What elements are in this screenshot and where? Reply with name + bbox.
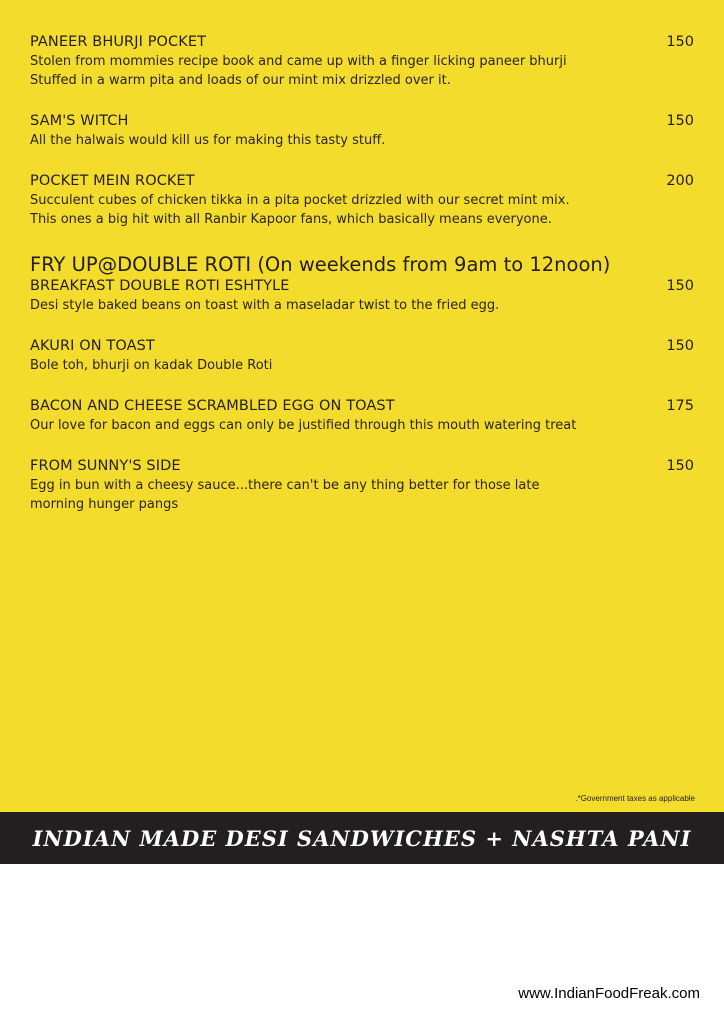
menu-item-pocket-mein-rocket — [30, 172, 696, 229]
item-price: 150 — [666, 278, 694, 294]
banner-text: INDIAN MADE DESI SANDWICHES + NASHTA PANI — [32, 825, 692, 851]
menu-item-akuri-on-toast — [30, 337, 696, 375]
menu-item-from-sunnys-side — [30, 457, 696, 514]
section-heading: FRY UP@DOUBLE ROTI (On weekends from 9am to 12noon) — [30, 253, 611, 276]
item-description: Stolen from mommies recipe book and came up with a finger licking paneer bhurji Stuffed in a warm pita and loads of our mint mix drizzled over it. — [30, 54, 567, 88]
item-description: Egg in bun with a cheesy sauce...there can't be any thing better for those late morning hunger pangs — [30, 478, 540, 512]
footer-banner — [0, 812, 724, 864]
item-name: FROM SUNNY'S SIDE — [30, 458, 181, 474]
item-name: BACON AND CHEESE SCRAMBLED EGG ON TOAST — [30, 398, 395, 414]
menu-item-breakfast-double-roti — [30, 277, 696, 315]
item-description: Our love for bacon and eggs can only be justified through this mouth watering treat — [30, 418, 577, 433]
item-description: Bole toh, bhurji on kadak Double Roti — [30, 358, 273, 373]
item-name: BREAKFAST DOUBLE ROTI ESHTYLE — [30, 278, 290, 294]
item-name: SAM'S WITCH — [30, 113, 129, 129]
item-name: POCKET MEIN ROCKET — [30, 173, 195, 189]
item-name: AKURI ON TOAST — [30, 338, 155, 354]
item-price: 150 — [666, 34, 694, 50]
tax-note: .*Government taxes as applicable — [575, 794, 695, 803]
item-description: All the halwais would kill us for making this tasty stuff. — [30, 133, 386, 148]
item-description: Succulent cubes of chicken tikka in a pita pocket drizzled with our secret mint mix. This ones a big hit with all Ranbir Kapoor fans, which basically means everyone. — [30, 193, 570, 227]
item-price: 150 — [666, 113, 694, 129]
item-price: 175 — [666, 398, 694, 414]
item-description: Desi style baked beans on toast with a maseladar twist to the fried egg. — [30, 298, 500, 313]
menu-item-sams-witch — [30, 112, 696, 150]
item-price: 200 — [666, 173, 694, 189]
item-name: PANEER BHURJI POCKET — [30, 34, 207, 50]
item-price: 150 — [666, 458, 694, 474]
menu-item-paneer-bhurji-pocket — [30, 33, 696, 90]
website-url: www.IndianFoodFreak.com — [518, 985, 700, 1002]
menu-item-bacon-cheese-egg — [30, 397, 696, 435]
item-price: 150 — [666, 338, 694, 354]
